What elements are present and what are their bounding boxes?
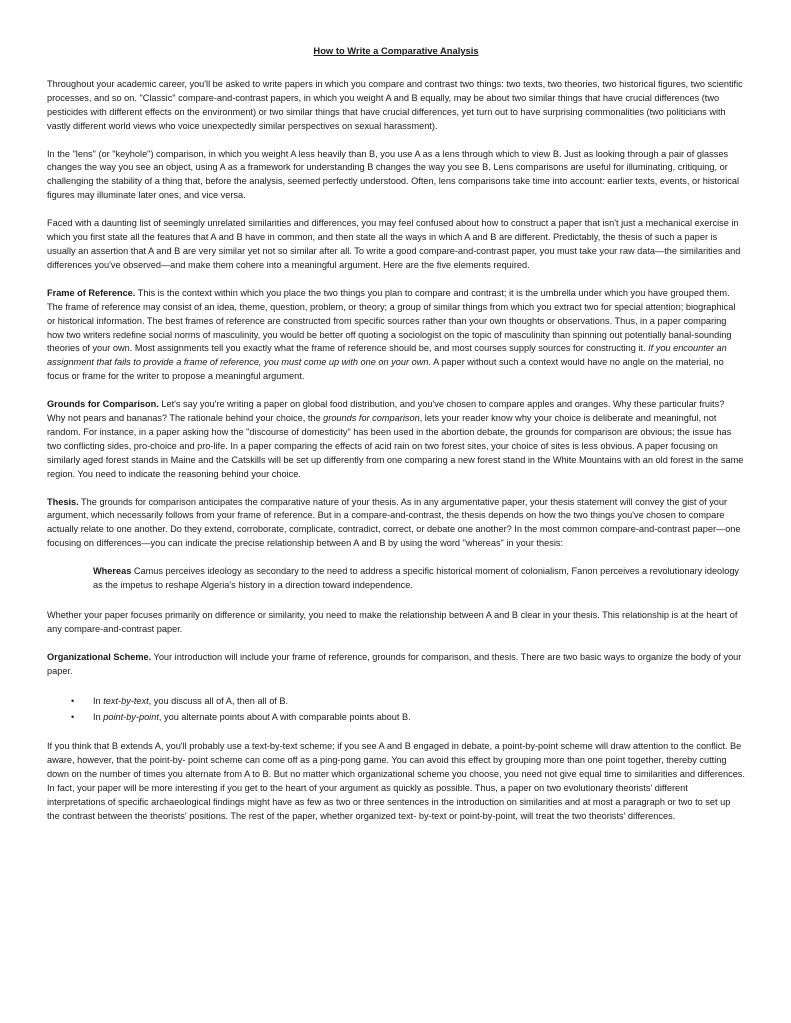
example-text: Camus perceives ideology as secondary to the need to address a specific historical moment of colonialism, Fanon perceives a revolutionary ideology as the impetus to reshape Algeria's history in a direction toward independence.	[93, 566, 740, 591]
document-title: How to Write a Comparative Analysis	[313, 45, 479, 56]
bullet-post: , you alternate points about A with comparable points about B.	[158, 711, 411, 722]
list-item	[47, 711, 745, 725]
bullet-pre: In	[93, 711, 104, 722]
bullet-pre: In	[93, 695, 104, 706]
frame-of-reference-paragraph	[47, 287, 745, 384]
list-item	[47, 695, 745, 709]
bullet-italic: point-by-point	[103, 711, 159, 722]
thesis-heading: Thesis.	[47, 496, 79, 507]
grounds-text-1: Let's say you're writing a paper on global food distribution, and you've chosen to compare apples and oranges. Why these particular fruits? Why not pears and bananas? The rationale behind your choice, the	[47, 399, 725, 424]
relationship-paragraph: Whether your paper focuses primarily on difference or similarity, you need to make the relationship between A and B clear in your thesis. This relationship is at the heart of any compare-and-contrast paper.	[47, 610, 738, 634]
thesis-paragraph	[47, 496, 745, 552]
bullet-italic: text-by-text	[103, 695, 149, 706]
elements-paragraph: Faced with a daunting list of seemingly unrelated similarities and differences, you may feel confused about how to construct a paper that isn't just a mechanical exercise in which you first state all the features that A and B have in common, and then state all the ways in which A and B are different. Predictably, the thesis of such a paper is usually an assertion that A and B are very similar yet not so similar after all. To write a good compare-and-contrast paper, you must take your raw data—the similarities and differences you've observed—and make them cohere into a meaningful argument. Here are the five elements required.	[47, 218, 741, 270]
organizational-scheme-heading: Organizational Scheme.	[47, 651, 152, 662]
lens-paragraph: In the "lens" (or "keyhole") comparison, in which you weight A less heavily than B, you use A as a lens through which to view B. Just as looking through a pair of glasses changes the way you see an object, using A as a framework for understanding B changes the way you see B. Lens comparisons are useful for illuminating, critiquing, or challenging the stability of a thing that, before the analysis, seemed perfectly understood. Often, lens comparisons take time into account: earlier texts, events, or historical figures may illuminate later ones, and vice versa.	[47, 148, 739, 201]
scheme-text: Your introduction will include your frame of reference, grounds for comparison, and thesis. There are two basic ways to organize the body of your paper.	[47, 651, 742, 676]
frame-text-2: A paper without such a context would have no angle on the material, no focus or frame for the writer to propose a meaningful argument.	[47, 357, 724, 382]
grounds-italic-text: grounds for comparison	[323, 413, 420, 424]
document-page	[47, 44, 745, 838]
whereas-word: Whereas	[93, 566, 132, 577]
bullet-icon: •	[71, 695, 75, 706]
grounds-paragraph	[47, 398, 745, 481]
frame-text-1: This is the context within which you place the two things you plan to compare and contrast; it is the umbrella under which you have grouped them. The frame of reference may consist of an idea, theme, question, problem, or theory; a group of similar things from which you extract two for special attention; biographical or historical information. The best frames of reference are constructed from specific sources rather than your own thoughts or observations. Thus, in a paper comparing how two writers redefine social norms of masculinity, you would be better off quoting a sociologist on the topic of masculinity than spinning out potentially banal-sounding theories of your own. Most assignments tell you exactly what the frame of reference should be, and most courses supply sources for constructing it.	[47, 287, 736, 354]
bullet-post: , you discuss all of A, then all of B.	[148, 695, 289, 706]
bullet-icon: •	[71, 711, 75, 722]
grounds-heading: Grounds for Comparison.	[47, 399, 159, 410]
frame-of-reference-heading: Frame of Reference.	[47, 287, 136, 298]
frame-italic-text: If you encounter an assignment that fails to provide a frame of reference, you must come up with one on your own.	[47, 343, 727, 368]
intro-paragraph: Throughout your academic career, you'll be asked to write papers in which you compare and contrast two things: two texts, two theories, two historical figures, two scientific processes, and so on. "Classic" compare-and-contrast papers, in which you weight A and B equally, may be about two similar things that have crucial differences (two pesticides with different effects on the environment) or two similar things that have crucial differences, yet turn out to have surprising commonalities (two politicians with vastly different world views who voice unexpectedly similar perspectives on sexual harassment).	[47, 78, 743, 131]
final-paragraph: If you think that B extends A, you'll probably use a text-by-text scheme; if you see A and B engaged in debate, a point-by-point scheme will draw attention to the conflict. Be aware, however, that the point-by- point scheme can come off as a ping-pong game. You can avoid this effect by grouping more than one point together, thereby cutting down on the number of times you alternate from A to B. But no matter which organizational scheme you choose, you need not give equal time to similarities and differences. In fact, your paper will be more interesting if you get to the heart of your argument as quickly as possible. Thus, a paper on two evolutionary theorists' different interpretations of specific archaeological findings might have as few as two or three sentences in the introduction on similarities and at most a paragraph or two to set up the contrast between the theorists' positions. The rest of the paper, whether organized text- by-text or point-by-point, will treat the two theorists' differences.	[47, 741, 745, 821]
scheme-bullet-list	[47, 695, 745, 725]
thesis-text: The grounds for comparison anticipates the comparative nature of your thesis. As in any argumentative paper, your thesis statement will convey the gist of your argument, which necessarily follows from your frame of reference. But in a compare-and-contrast, the thesis depends on how the two things you've chosen to compare actually relate to one another. Do they extend, corroborate, complicate, contradict, correct, or debate one another? In the most common compare-and-contrast paper—one focusing on differences—you can indicate the precise relationship between A and B by using the word "whereas" in your thesis:	[47, 496, 741, 549]
grounds-text-2: , lets your reader know why your choice is deliberate and meaningful, not random. For instance, in a paper asking how the "discourse of domesticity" has been used in the abortion debate, the grounds for comparison are obvious; the issue has two conflicting sides, pro-choice and pro-life. In a paper comparing the effects of acid rain on two forest sites, your choice of sites is less obvious. A paper focusing on similarly aged forest stands in Maine and the Catskills will be set up differently from one comparing a new forest stand in the White Mountains with an old forest in the same region. You need to indicate the reasoning behind your choice.	[47, 413, 744, 479]
thesis-example-quote	[93, 565, 745, 593]
organizational-scheme-paragraph	[47, 651, 745, 679]
